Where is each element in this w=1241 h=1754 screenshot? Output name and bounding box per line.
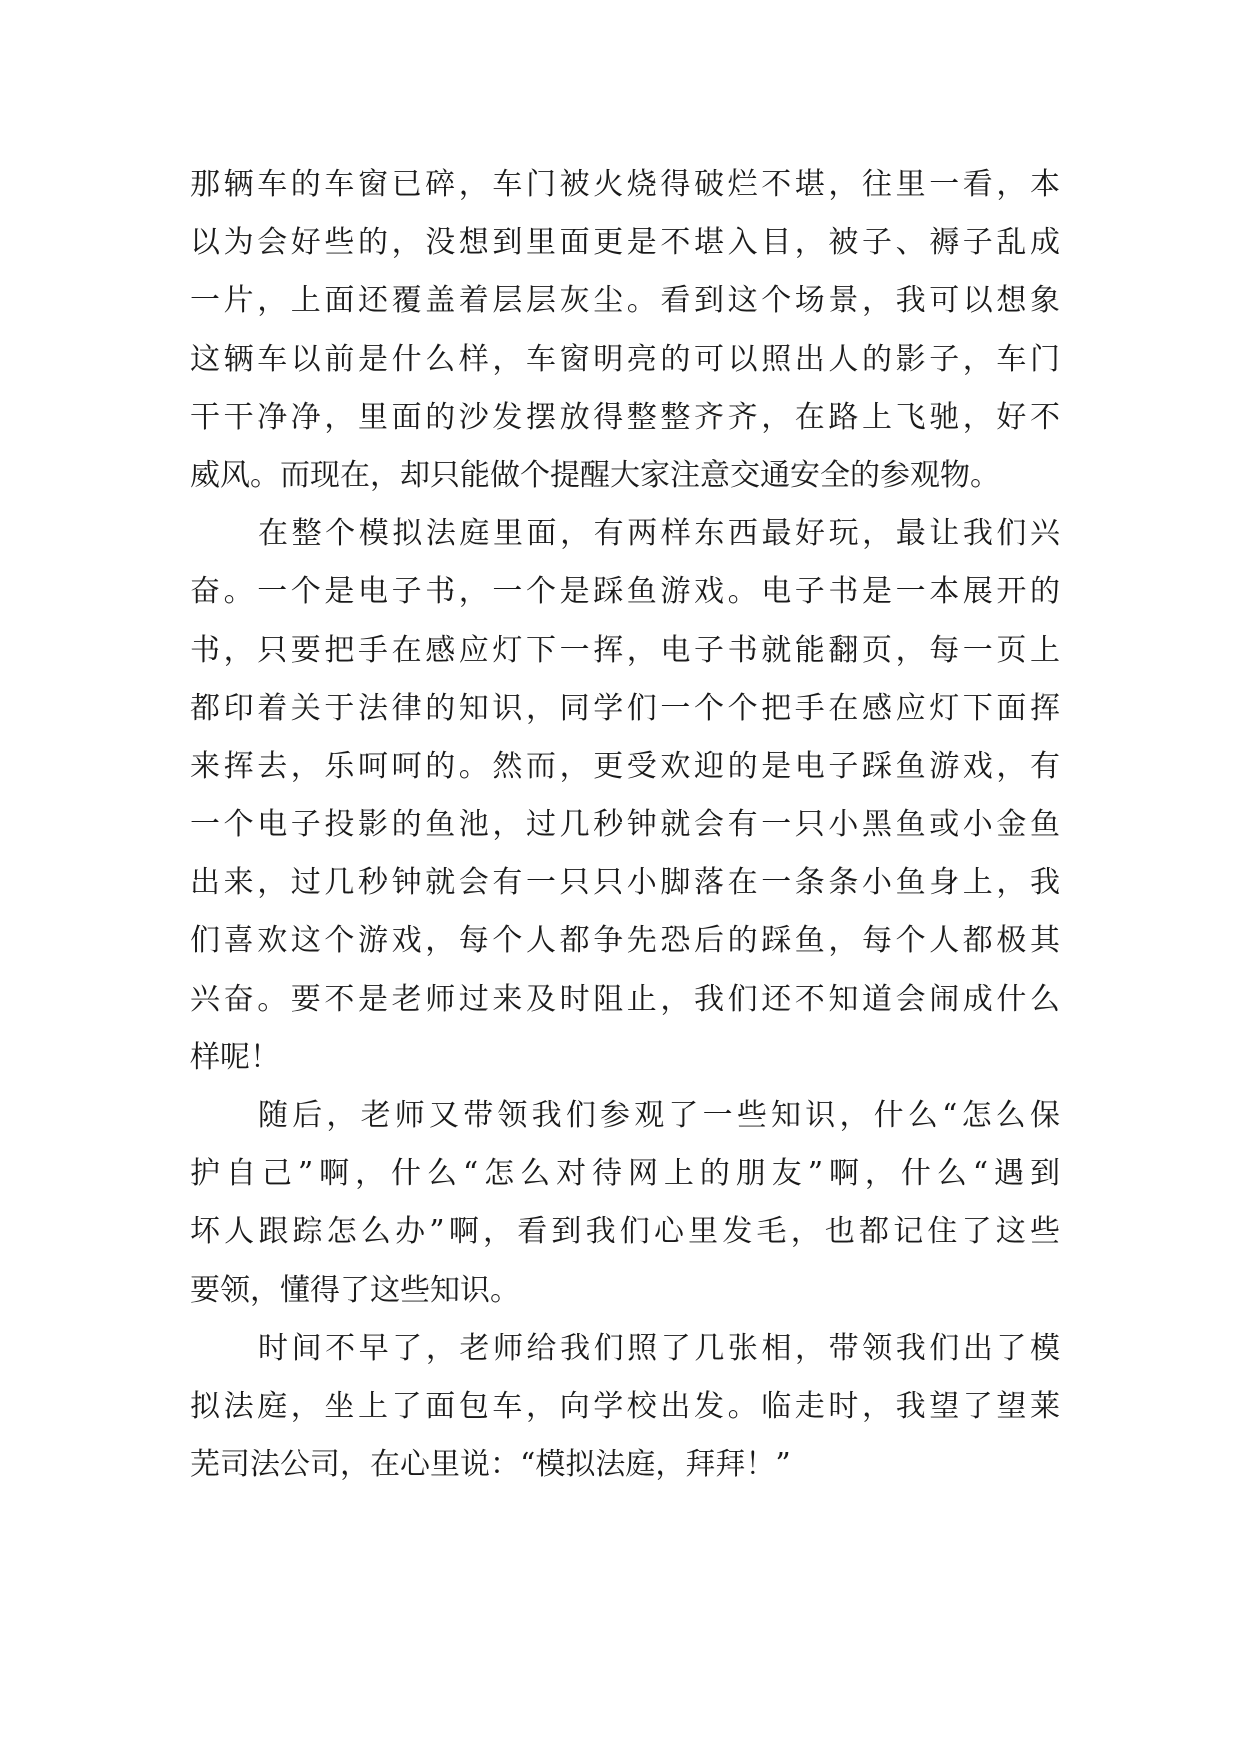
text-line: 要领，懂得了这些知识。 <box>190 1272 520 1308</box>
text-line: 来挥去，乐呵呵的。然而，更受欢迎的是电子踩鱼游戏，有 <box>190 748 1060 784</box>
text-line: 出来，过几秒钟就会有一只只小脚落在一条条小鱼身上，我 <box>190 865 1060 901</box>
text-line: 时间不早了，老师给我们照了几张相，带领我们出了模 <box>258 1330 1060 1366</box>
text-line: 随后，老师又带领我们参观了一些知识，什么“怎么保 <box>258 1098 1060 1133</box>
text-line: 拟法庭，坐上了面包车，向学校出发。临走时，我望了望莱 <box>190 1388 1060 1424</box>
text-line: 在整个模拟法庭里面，有两样东西最好玩，最让我们兴 <box>258 516 1060 552</box>
text-line: 们喜欢这个游戏，每个人都争先恐后的踩鱼，每个人都极其 <box>190 923 1060 959</box>
text-line: 书，只要把手在感应灯下一挥，电子书就能翻页，每一页上 <box>190 632 1060 668</box>
text-line: 样呢！ <box>190 1039 280 1075</box>
text-line: 威风。而现在，却只能做个提醒大家注意交通安全的参观物。 <box>190 457 1000 493</box>
text-line: 坏人跟踪怎么办”啊，看到我们心里发毛，也都记住了这些 <box>190 1214 1060 1250</box>
text-line: 一个电子投影的鱼池，过几秒钟就会有一只小黑鱼或小金鱼 <box>190 807 1060 843</box>
text-line: 一片，上面还覆盖着层层灰尘。看到这个场景，我可以想象 <box>190 283 1060 319</box>
text-line: 兴奋。要不是老师过来及时阻止，我们还不知道会闹成什么 <box>190 981 1060 1017</box>
text-line: 护自己”啊，什么“怎么对待网上的朋友”啊，什么“遇到 <box>190 1156 1060 1192</box>
text-line: 那辆车的车窗已碎，车门被火烧得破烂不堪，往里一看，本 <box>190 167 1060 202</box>
text-line: 都印着关于法律的知识，同学们一个个把手在感应灯下面挥 <box>190 690 1060 726</box>
text-line: 这辆车以前是什么样，车窗明亮的可以照出人的影子，车门 <box>190 341 1060 377</box>
text-line: 以为会好些的，没想到里面更是不堪入目，被子、褥子乱成 <box>190 225 1060 261</box>
text-line: 芜司法公司，在心里说：“模拟法庭，拜拜！” <box>190 1447 791 1483</box>
text-line: 奋。一个是电子书，一个是踩鱼游戏。电子书是一本展开的 <box>190 574 1060 610</box>
text-line: 干干净净，里面的沙发摆放得整整齐齐，在路上飞驰，好不 <box>190 399 1060 435</box>
document-body <box>190 156 1060 1494</box>
